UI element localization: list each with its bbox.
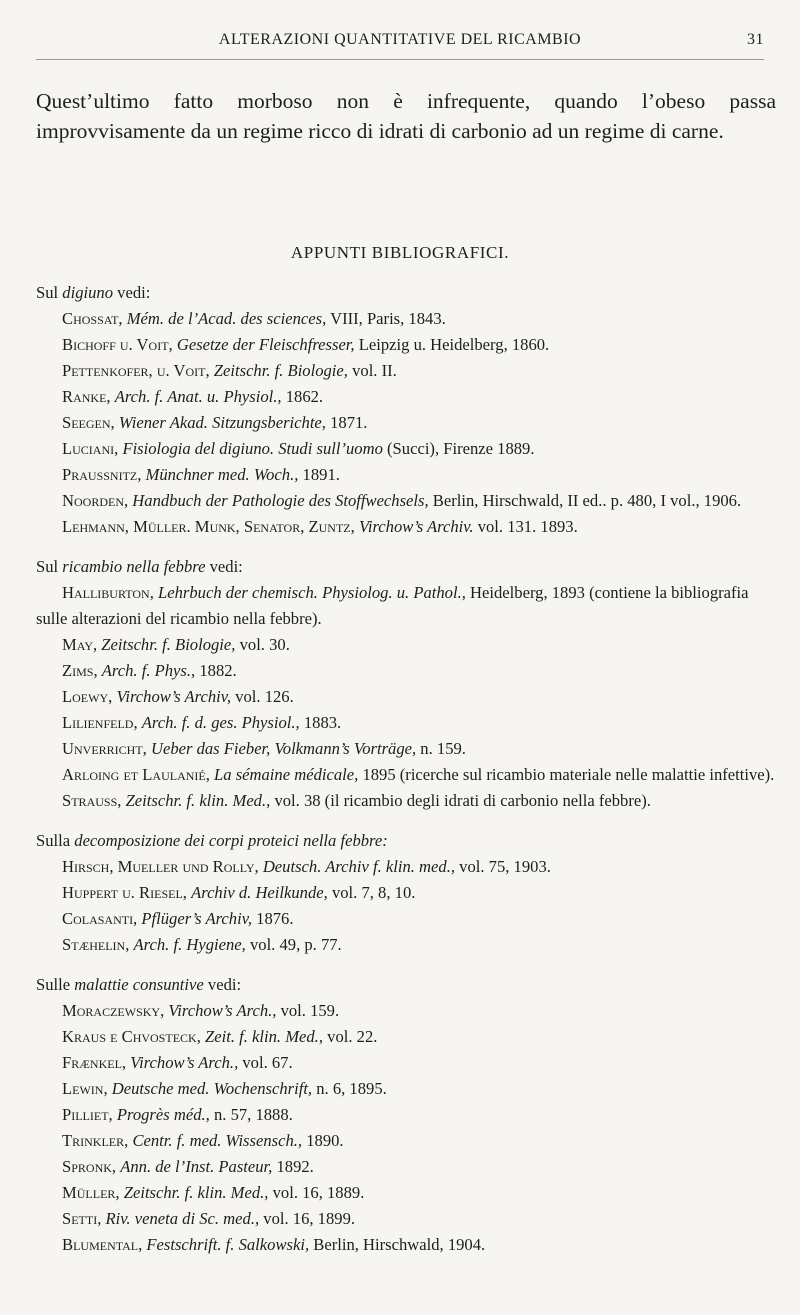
reference-entry (36, 1232, 776, 1258)
reference-author: Trinkler, (62, 1131, 129, 1150)
reference-entry (36, 998, 776, 1024)
heading-suffix: vedi: (203, 975, 242, 994)
reference-entry (36, 710, 776, 736)
section-gap (36, 814, 776, 828)
heading-topic: decomposizione dei corpi proteici nella febbre: (74, 831, 388, 850)
reference-author: Spronk, (62, 1157, 117, 1176)
reference-details: Heidelberg, 1893 (contiene la bibliografia sulle alterazioni del ricambio nella febbre). (36, 583, 749, 628)
reference-entry (36, 306, 776, 332)
reference-details: 1876. (256, 909, 294, 928)
reference-entry (36, 684, 776, 710)
bibliography-title: APPUNTI BIBLIOGRAFICI. (290, 243, 510, 262)
reference-author: Hirsch, Mueller und Rolly, (62, 857, 259, 876)
reference-details: (Succi), Firenze 1889. (387, 439, 535, 458)
reference-details: vol. II. (352, 361, 397, 380)
reference-details: 1882. (199, 661, 237, 680)
reference-title: Arch. f. Anat. u. Physiol., (114, 387, 282, 406)
reference-author: Chossat, (62, 309, 123, 328)
reference-entry (36, 384, 776, 410)
heading-topic: digiuno (62, 283, 114, 302)
reference-entry (36, 358, 776, 384)
section-heading (36, 280, 776, 306)
reference-title: Archiv d. Heilkunde, (191, 883, 328, 902)
reference-title: Zeit. f. klin. Med., (205, 1027, 323, 1046)
reference-entry (36, 736, 776, 762)
reference-author: Strauss, (62, 791, 122, 810)
reference-details: vol. 22. (327, 1027, 378, 1046)
reference-details: vol. 126. (235, 687, 294, 706)
reference-details: 1890. (306, 1131, 344, 1150)
heading-prefix: Sul (36, 283, 63, 302)
reference-author: Moraczewsky, (62, 1001, 165, 1020)
heading-prefix: Sulle (36, 975, 75, 994)
reference-title: Progrès méd., (116, 1105, 210, 1124)
reference-entry (36, 332, 776, 358)
reference-title: Zeitschr. f. Biologie, (213, 361, 348, 380)
section-heading (36, 972, 776, 998)
reference-entry (36, 1180, 776, 1206)
reference-title: Zeitschr. f. Biologie, (101, 635, 236, 654)
intro-paragraph: Quest’ultimo fatto morboso non è infrequente, quando l’obeso passa improvvisamente da un regime ricco di idrati di carbonio ad un regime di carne. (36, 89, 776, 143)
reference-title: Fisiologia del digiuno. Studi sull’uomo (122, 439, 383, 458)
reference-entry (36, 580, 776, 632)
reference-author: Setti, (62, 1209, 102, 1228)
reference-author: Stæhelin, (62, 935, 130, 954)
reference-author: Bichoff u. Voit, (62, 335, 173, 354)
reference-details: Leipzig u. Heidelberg, 1860. (358, 335, 550, 354)
reference-title: Riv. veneta di Sc. med., (105, 1209, 260, 1228)
reference-title: Pflüger’s Archiv, (141, 909, 252, 928)
heading-suffix: vedi: (113, 283, 151, 302)
reference-title: Deutsch. Archiv f. klin. med., (262, 857, 455, 876)
reference-details: 1895 (ricerche sul ricambio materiale nelle malattie infettive). (362, 765, 775, 784)
reference-details: 1883. (303, 713, 342, 732)
reference-title: Arch. f. Hygiene, (133, 935, 246, 954)
reference-entry (36, 906, 776, 932)
reference-entry (36, 854, 776, 880)
reference-entry (36, 932, 776, 958)
reference-author: Seegen, (62, 413, 115, 432)
reference-entry (36, 658, 776, 684)
reference-title: Ueber das Fieber, Volkmann’s Vorträge, (150, 739, 417, 758)
running-header (36, 31, 764, 55)
reference-entry (36, 410, 776, 436)
heading-topic: ricambio nella febbre (62, 557, 206, 576)
reference-details: vol. 7, 8, 10. (331, 883, 416, 902)
reference-author: Pilliet, (62, 1105, 113, 1124)
section-heading (36, 554, 776, 580)
reference-details: vol. 67. (242, 1053, 293, 1072)
reference-title: Virchow’s Archiv, (116, 687, 232, 706)
reference-details: vol. 38 (il ricambio degli idrati di carbonio nella febbre). (274, 791, 651, 810)
reference-entry (36, 632, 776, 658)
reference-details: vol. 159. (280, 1001, 340, 1020)
reference-title: Handbuch der Pathologie des Stoffwechsels, (132, 491, 429, 510)
reference-title: Arch. f. Phys., (101, 661, 196, 680)
reference-author: Pettenkofer, u. Voit, (62, 361, 210, 380)
reference-details: vol. 30. (239, 635, 290, 654)
reference-details: vol. 131. 1893. (477, 517, 578, 536)
heading-topic: malattie consuntive (74, 975, 204, 994)
reference-entry (36, 488, 776, 514)
reference-author: Huppert u. Riesel, (62, 883, 187, 902)
reference-title: Deutsche med. Wochenschrift, (111, 1079, 313, 1098)
reference-author: Kraus e Chvosteck, (62, 1027, 201, 1046)
reference-author: Blumental, (62, 1235, 143, 1254)
reference-entry (36, 1154, 776, 1180)
reference-details: 1871. (330, 413, 368, 432)
reference-details: vol. 49, p. 77. (249, 935, 342, 954)
reference-details: vol. 75, 1903. (459, 857, 551, 876)
reference-details: n. 6, 1895. (316, 1079, 387, 1098)
section-gap (36, 958, 776, 972)
reference-author: Praussnitz, (62, 465, 142, 484)
reference-title: Virchow’s Arch., (168, 1001, 277, 1020)
reference-author: Zims, (62, 661, 98, 680)
reference-details: 1892. (276, 1157, 314, 1176)
reference-author: Colasanti, (62, 909, 138, 928)
page-number: 31 (747, 31, 764, 48)
reference-details: Berlin, Hirschwald, II ed.. p. 480, I vol., 1906. (432, 491, 742, 510)
reference-title: Mém. de l’Acad. des sciences, (126, 309, 327, 328)
reference-author: Arloing et Laulanié, (62, 765, 210, 784)
reference-title: Gesetze der Fleischfresser, (176, 335, 355, 354)
reference-author: Ranke, (62, 387, 111, 406)
reference-entry (36, 880, 776, 906)
reference-entry (36, 514, 776, 540)
heading-prefix: Sulla (36, 831, 75, 850)
reference-author: Luciani, (62, 439, 119, 458)
reference-details: vol. 16, 1899. (263, 1209, 356, 1228)
reference-title: Wiener Akad. Sitzungsberichte, (118, 413, 326, 432)
reference-author: Unverricht, (62, 739, 147, 758)
reference-title: Arch. f. d. ges. Physiol., (141, 713, 300, 732)
reference-title: Zeitschr. f. klin. Med., (123, 1183, 269, 1202)
reference-entry (36, 788, 776, 814)
reference-title: Centr. f. med. Wissensch., (132, 1131, 303, 1150)
reference-entry (36, 762, 776, 788)
reference-title: La sémaine médicale, (214, 765, 359, 784)
reference-title: Lehrbuch der chemisch. Physiolog. u. Pathol., (158, 583, 466, 602)
header-rule (36, 59, 764, 60)
reference-details: vol. 16, 1889. (272, 1183, 365, 1202)
section-heading (36, 828, 776, 854)
reference-author: May, (62, 635, 98, 654)
reference-details: n. 57, 1888. (213, 1105, 293, 1124)
reference-title: Festschrift. f. Salkowski, (146, 1235, 310, 1254)
reference-title: Münchner med. Woch., (145, 465, 299, 484)
reference-author: Halliburton, (62, 583, 154, 602)
reference-entry (36, 1050, 776, 1076)
reference-title: Ann. de l’Inst. Pasteur, (120, 1157, 273, 1176)
reference-entry (36, 462, 776, 488)
reference-author: Loewy, (62, 687, 113, 706)
reference-author: Müller, (62, 1183, 120, 1202)
reference-entry (36, 1102, 776, 1128)
reference-author: Noorden, (62, 491, 129, 510)
heading-prefix: Sul (36, 557, 63, 576)
reference-details: 1862. (285, 387, 324, 406)
reference-title: Virchow’s Archiv. (358, 517, 474, 536)
heading-suffix: vedi: (205, 557, 243, 576)
section-gap (36, 540, 776, 554)
reference-author: Lehmann, Müller. Munk, Senator, Zuntz, (62, 517, 355, 536)
reference-details: VIII, Paris, 1843. (330, 309, 446, 328)
reference-entry (36, 436, 776, 462)
reference-entry (36, 1206, 776, 1232)
reference-entry (36, 1076, 776, 1102)
reference-entry (36, 1128, 776, 1154)
bibliography-list (36, 280, 776, 1258)
reference-title: Virchow’s Arch., (130, 1053, 239, 1072)
reference-author: Lewin, (62, 1079, 108, 1098)
reference-author: Frænkel, (62, 1053, 127, 1072)
reference-author: Lilienfeld, (62, 713, 138, 732)
running-title: ALTERAZIONI QUANTITATIVE DEL RICAMBIO (218, 31, 582, 48)
reference-details: 1891. (302, 465, 340, 484)
reference-details: n. 159. (420, 739, 466, 758)
reference-title: Zeitschr. f. klin. Med., (125, 791, 271, 810)
reference-details: Berlin, Hirschwald, 1904. (313, 1235, 486, 1254)
reference-entry (36, 1024, 776, 1050)
